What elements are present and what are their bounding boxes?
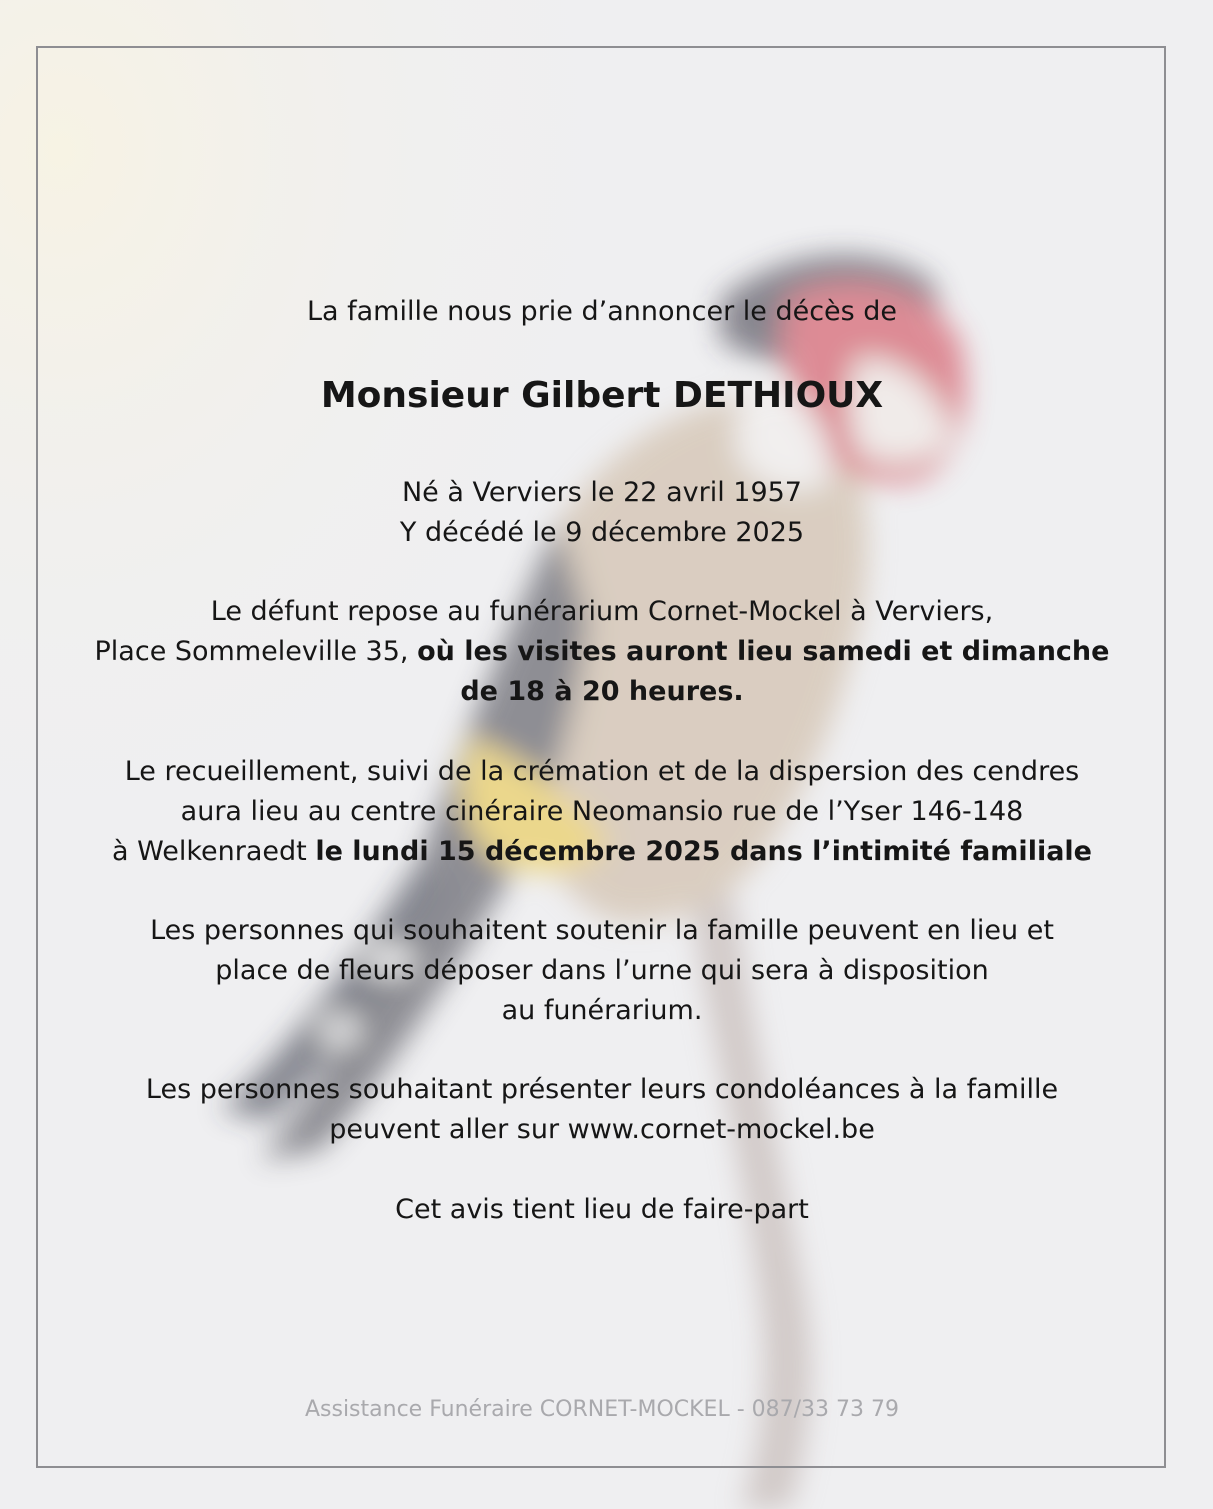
- gifts-line-3: au funérarium.: [501, 995, 703, 1026]
- condolences-block: [40, 1070, 1164, 1150]
- gifts-block: [40, 911, 1164, 1031]
- rest-visits: où les visites auront lieu samedi et dimanche: [417, 636, 1110, 667]
- condolences-line-1: Les personnes souhaitant présenter leurs condoléances à la famille: [145, 1074, 1059, 1105]
- birth-line: Né à Verviers le 22 avril 1957: [401, 477, 802, 508]
- rest-line-2: [40, 632, 1164, 672]
- intro-text: La famille nous prie d’annoncer le décès de: [306, 296, 898, 327]
- ceremony-block: [40, 752, 1164, 872]
- deceased-name: Monsieur Gilbert DETHIOUX: [320, 375, 884, 416]
- condolences-line-2: peuvent aller sur www.cornet-mockel.be: [329, 1114, 875, 1145]
- rest-block: [40, 592, 1164, 712]
- dates-block: [40, 473, 1164, 553]
- rest-address: Place Sommeleville 35,: [94, 636, 418, 667]
- ceremony-line-1: Le recueillement, suivi de la crémation et de la dispersion des cendres: [124, 756, 1080, 787]
- rest-line-1: Le défunt repose au funérarium Cornet-Mockel à Verviers,: [210, 596, 994, 627]
- death-line: Y décédé le 9 décembre 2025: [399, 517, 805, 548]
- gifts-line-1: Les personnes qui souhaitent soutenir la famille peuvent en lieu et: [150, 915, 1054, 946]
- rest-line-3: [40, 672, 1164, 712]
- faire-part-notice: Cet avis tient lieu de faire-part: [395, 1194, 809, 1225]
- footer-funeral-home: Assistance Funéraire CORNET-MOCKEL - 087/33 73 79: [304, 1397, 900, 1422]
- ceremony-date: le lundi 15 décembre 2025 dans l’intimité familiale: [315, 836, 1092, 867]
- ceremony-line-2: aura lieu au centre cinéraire Neomansio rue de l’Yser 146-148: [180, 796, 1024, 827]
- gifts-line-2: place de fleurs déposer dans l’urne qui sera à disposition: [215, 955, 989, 986]
- ceremony-line-3: [40, 832, 1164, 872]
- ceremony-place: à Welkenraedt: [112, 836, 316, 867]
- rest-visit-hours: de 18 à 20 heures.: [460, 676, 744, 707]
